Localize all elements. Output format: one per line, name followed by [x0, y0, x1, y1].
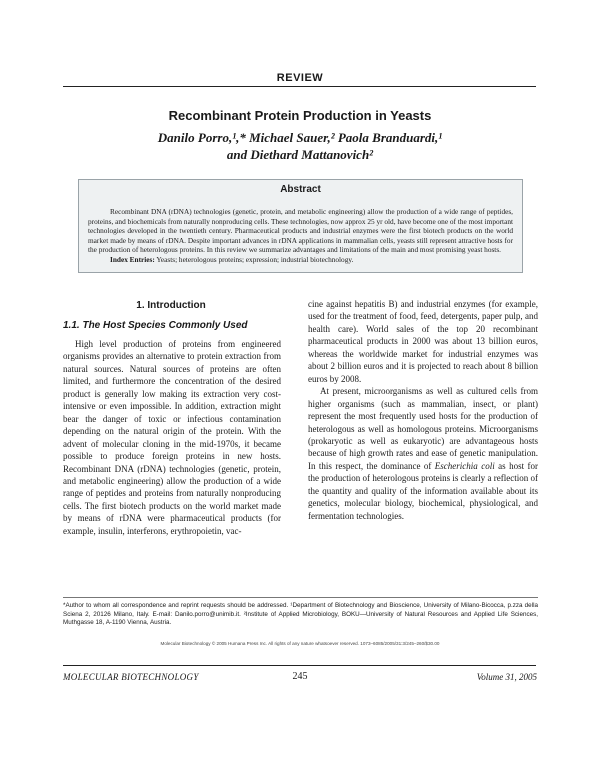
left-column — [63, 338, 281, 537]
article-title: Recombinant Protein Production in Yeasts — [168, 108, 432, 123]
authors-line-1: Danilo Porro,¹,* Michael Sauer,² Paola Branduardi,¹ — [157, 130, 443, 145]
intro-paragraph-1-continued: cine against hepatitis B) and industrial enzymes (for example, used for the treatment of food, feed, detergents, paper pulp, and health care). World sales of the top 20 recombinant pharmaceutical products in 2000 was about 13 billion euros, whereas the worldwide market for industrial enzymes was about 2 billion euros and it is projected to reach about 8 billion euros by 2008. — [308, 299, 538, 384]
page-number: 245 — [292, 671, 308, 682]
section-heading: 1. Introduction — [136, 300, 206, 311]
index-entries-label: Index Entries: — [110, 255, 155, 264]
subsection-heading: 1.1. The Host Species Commonly Used — [63, 320, 248, 331]
intro-paragraph-1: High level production of proteins from engineered organisms provides an alternative to protein extraction from natural sources. Natural sources of proteins are often limited, and furthermore the concentration of the desired product is generally low making its extraction very cost-intensive or even impossible. In addition, extraction might bear the danger of toxic or infectious contamination depending on the natural origin of the protein. With the advent of molecular cloning in the mid-1970s, it became possible to produce foreign proteins in new hosts. Recombinant DNA (rDNA) technologies (genetic, protein, and metabolic engineering) allow the production of a wide range of peptides and proteins from naturally nonproducing cells. The first biotech products on the world market made by means of rDNA were pharmaceutical products (for example, insulin, interferons, erythropoietin, vac- — [63, 339, 281, 536]
index-entries-terms: Yeasts; heterologous proteins; expression; industrial biotechnology. — [154, 255, 354, 264]
abstract-heading: Abstract — [280, 184, 321, 195]
right-column — [308, 298, 538, 522]
header-rule — [63, 86, 536, 87]
journal-name: MOLECULAR BIOTECHNOLOGY — [63, 672, 199, 682]
paragraph-2-text-a: At present, microorganisms as well as cultured cells from higher organisms (such as mammalian, insect, or plant) represent the most frequently used hosts for the production of heterologous as well as homologous proteins. Microorganisms (prokaryotic as well as eukaryotic) are advantageous hosts because of high growth rates and ease of genetic manipulation. In this respect, the dominance of — [308, 386, 538, 471]
footnote-rule — [63, 597, 538, 598]
volume-date: Volume 31, 2005 — [476, 672, 537, 682]
species-name: Escherichia coli — [434, 460, 495, 471]
copyright-line: Molecular Biotechnology © 2005 Humana Press Inc. All rights of any nature whatsoever reserved. 1073–6085/2005/31:3/245–260/$30.00 — [160, 641, 440, 646]
paragraph-2-text-b: as host for the production of heterologous proteins is clearly a reflection of the quantity and quality of the information available about its genetics, molecular biology, biochemical, physiological, and fermentation technologies. — [308, 460, 539, 521]
intro-paragraph-2 — [308, 385, 538, 522]
section-label: REVIEW — [276, 72, 324, 84]
footer-rule — [63, 665, 536, 666]
index-entries — [110, 255, 510, 265]
authors-line-2: and Diethard Mattanovich² — [226, 147, 374, 162]
abstract-text: Recombinant DNA (rDNA) technologies (genetic, protein, and metabolic engineering) allow the production of a wide range of peptides, proteins, and biochemicals from naturally nonproducing cells. These technologies, now approx 25 yr old, have become one of the most important technologies developed in the twentieth century. Pharmaceutical products and industrial enzymes were the first biotech products on the world market made by means of rDNA. Despite important advances in rDNA applications in mammalian cells, yeasts still represent attractive hosts for the production of heterologous proteins. In this review we summarize advantages and limitations of the main and most promising yeast hosts. — [88, 207, 513, 254]
correspondence-footnote: *Author to whom all correspondence and reprint requests should be addressed. ¹Department of Biotechnology and Bioscience, University of Milano-Bicocca, p.zza della Sciena 2, 20126 Milano, Italy. E-mail: Danilo.porro@unimib.it. ²Institute of Applied Microbiology, BOKU—University of Natural Resources and Applied Life Sciences, Muthgasse 18, A-1190 Vienna, Austria. — [63, 602, 538, 626]
